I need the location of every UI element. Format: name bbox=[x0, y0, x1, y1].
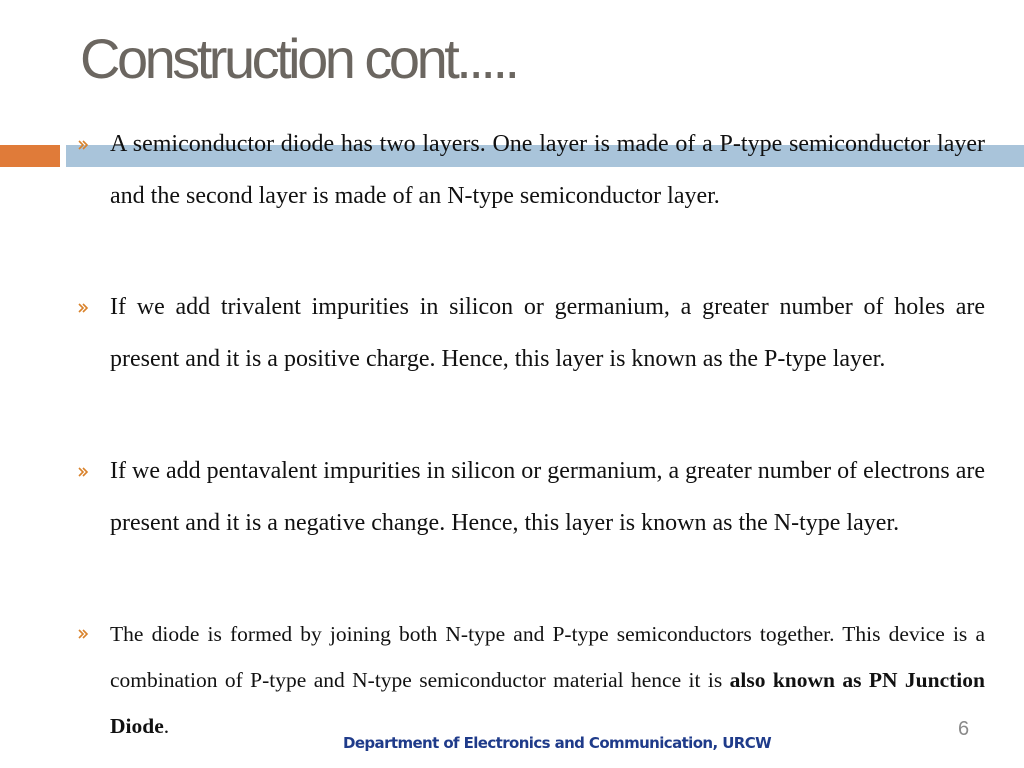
bullet-item bbox=[110, 119, 985, 222]
bullet-text: The diode is formed by joining both N-type and P-type semiconductors together. This device is a combination of P-type and N-type semiconductor material hence it is bbox=[110, 622, 985, 692]
bullet-text: If we add pentavalent impurities in silicon or germanium, a greater number of electrons are present and it is a negative change. Hence, this layer is known as the N-type layer. bbox=[110, 458, 986, 536]
slide-title: Construction cont..... bbox=[80, 27, 517, 90]
bullet-text-end: . bbox=[163, 714, 170, 738]
bullet-item bbox=[110, 446, 985, 549]
arrowhead-bullet-icon bbox=[76, 465, 90, 479]
page-number: 6 bbox=[958, 718, 970, 740]
arrowhead-bullet-icon bbox=[76, 627, 90, 641]
arrowhead-bullet-icon bbox=[76, 138, 90, 152]
accent-bar-orange bbox=[0, 145, 60, 167]
bullet-text: A semiconductor diode has two layers. One layer is made of a P-type semiconductor layer and the second layer is made of an N-type semiconductor layer. bbox=[110, 131, 985, 209]
bullet-emphasis: also known as PN Junction Diode bbox=[110, 668, 985, 738]
arrowhead-bullet-icon bbox=[76, 301, 90, 315]
bullet-item bbox=[110, 282, 985, 385]
footer-department: Department of Electronics and Communication, URCW bbox=[343, 734, 772, 752]
bullet-item bbox=[110, 611, 985, 749]
bullet-text: If we add trivalent impurities in silicon or germanium, a greater number of holes are present and it is a positive charge. Hence, this layer is known as the P-type layer. bbox=[110, 294, 985, 372]
